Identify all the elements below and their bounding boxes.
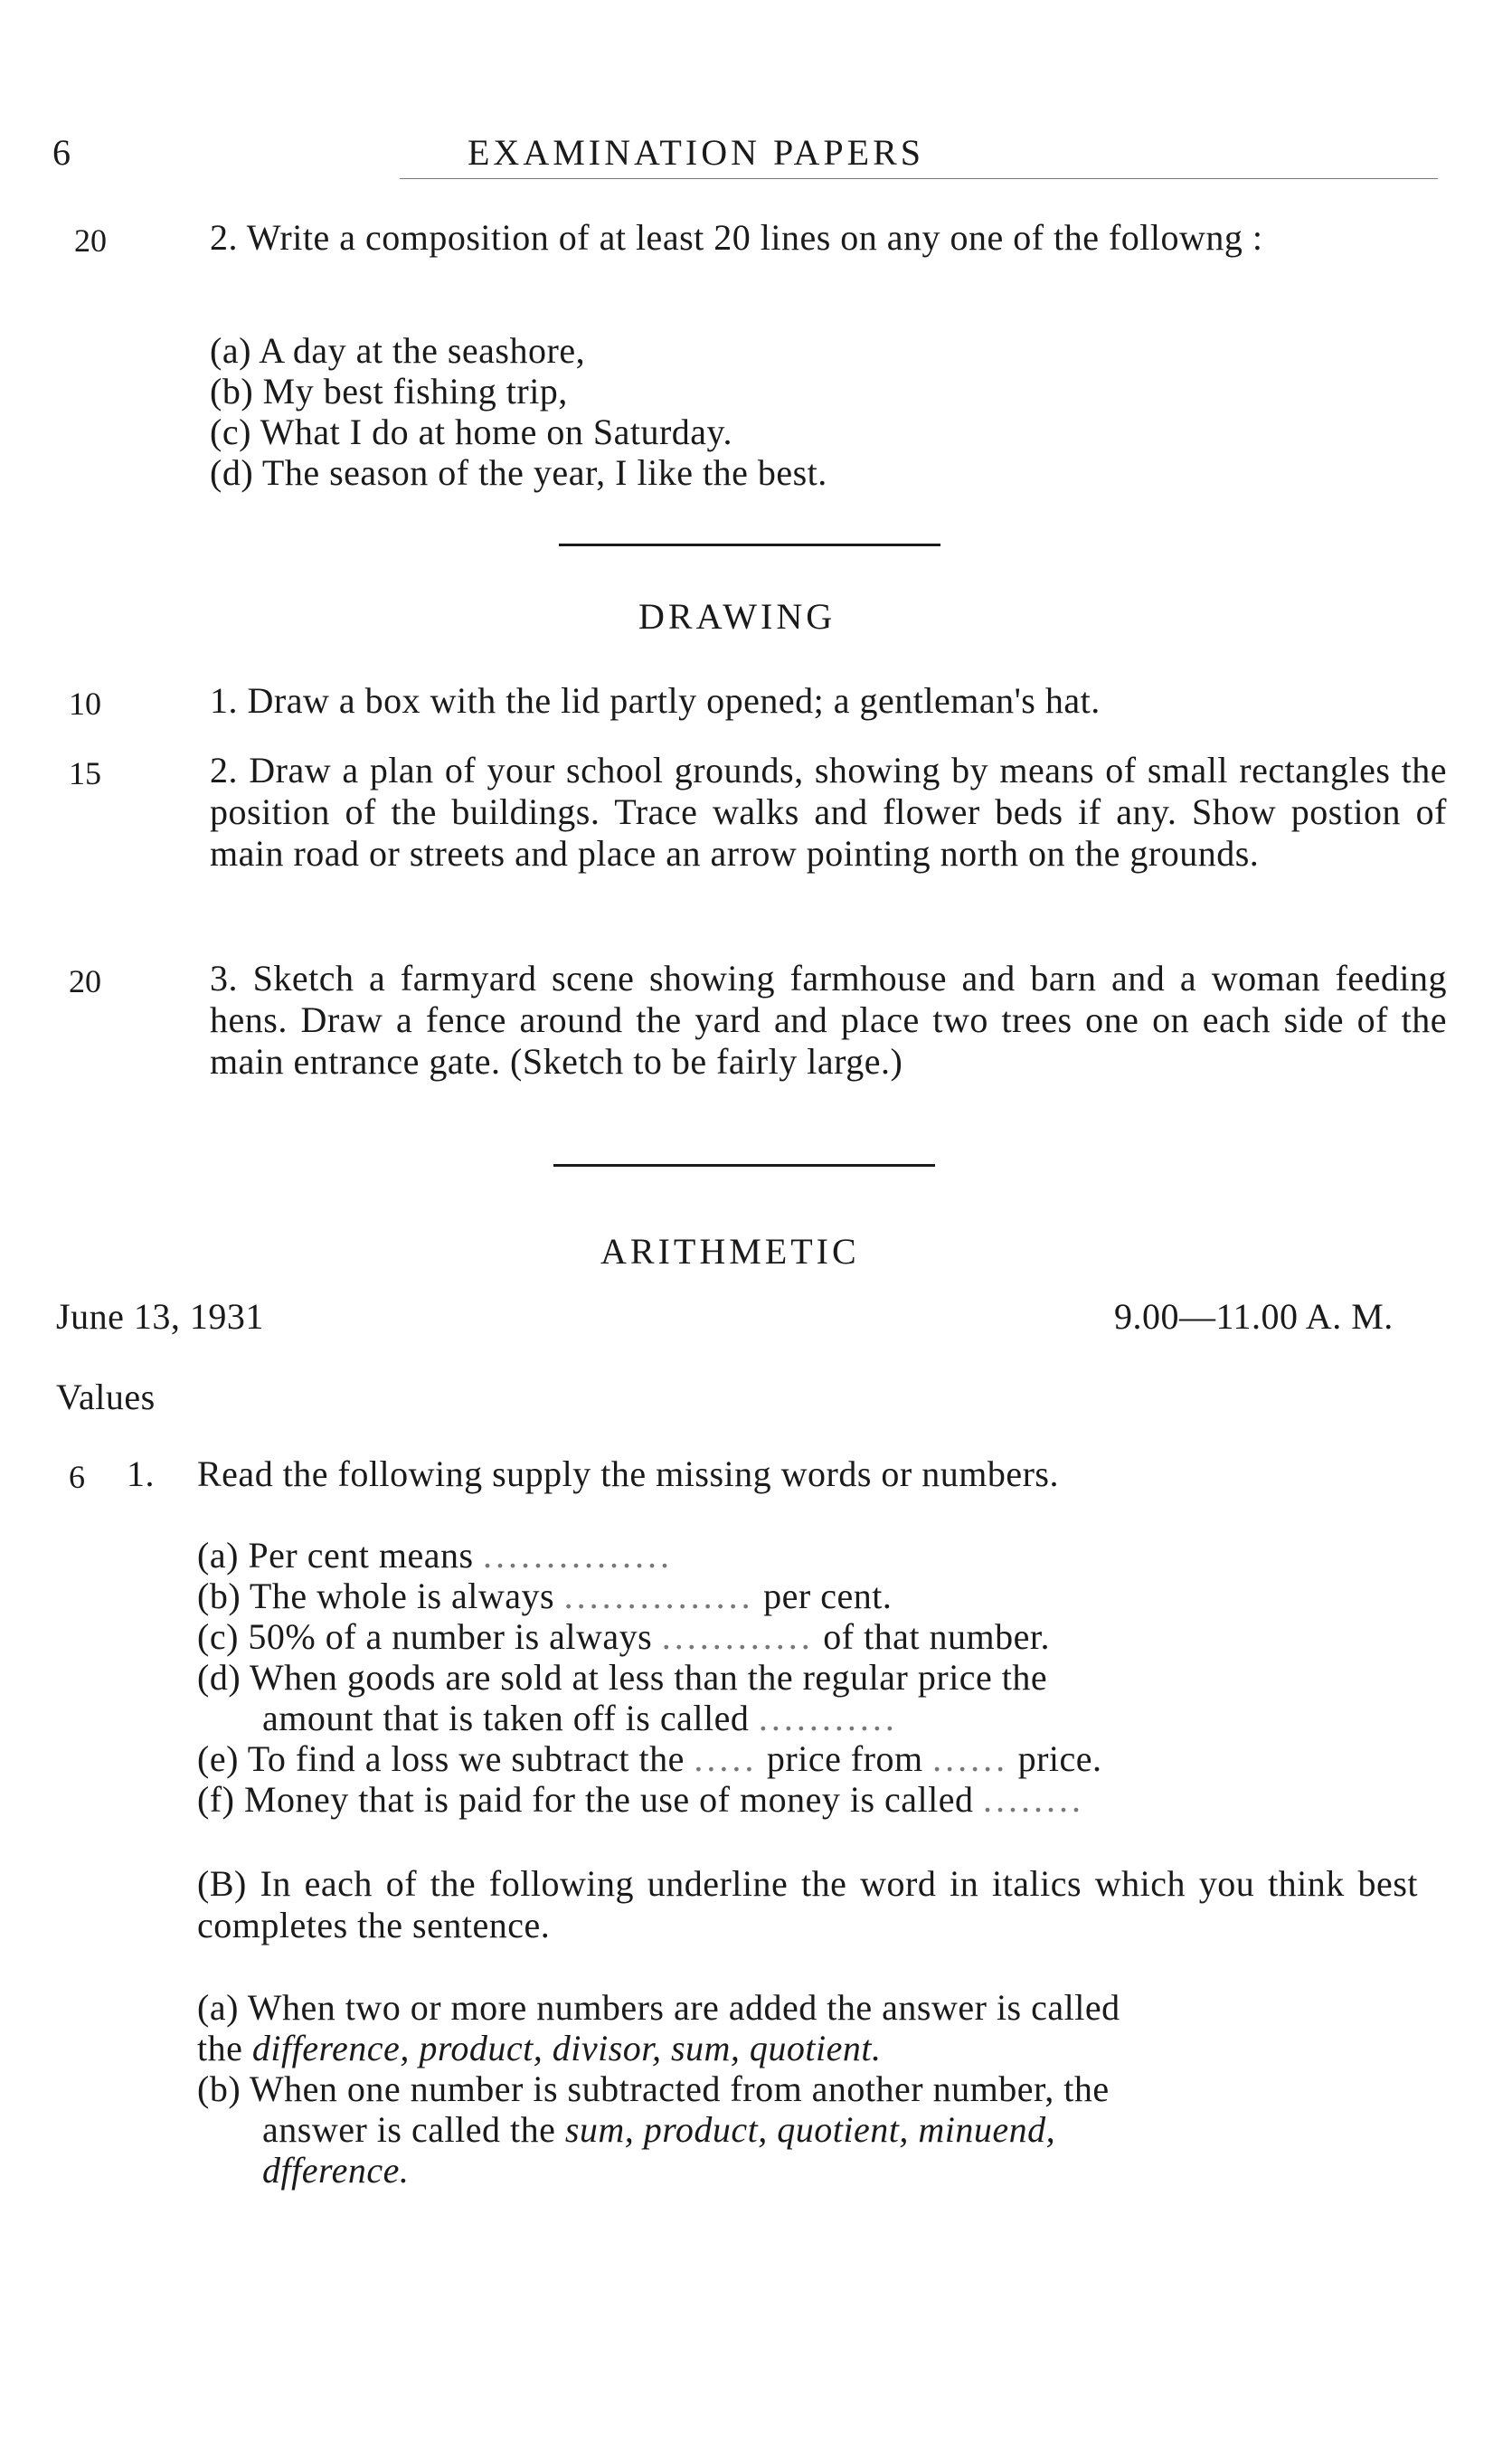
part-b-instructions: (B) In each of the following underline the word in italics which you think best completes the sentence. <box>197 1863 1418 1945</box>
part-b-item-b-continued-2 <box>262 2150 409 2191</box>
drawing-question-2: 2. Draw a plan of your school grounds, showing by means of small rectangles the position of the buildings. Trace walks and flower beds if any. Show postion of main road or streets and place an arrow pointing north on the grounds. <box>210 750 1447 874</box>
item-text: the <box>197 2028 243 2068</box>
item-d <box>197 1657 1047 1699</box>
item-b <box>197 1576 892 1617</box>
page-title: EXAMINATION PAPERS <box>468 132 925 173</box>
section-heading-arithmetic: ARITHMETIC <box>600 1231 860 1272</box>
item-c <box>197 1616 1050 1658</box>
question-value: 6 <box>69 1459 85 1495</box>
option-item: (a) A day at the seashore, <box>210 330 586 371</box>
item-text: When one number is subtracted from another number, the <box>249 2068 1110 2109</box>
item-d-continued <box>262 1698 898 1739</box>
item-text: per cent. <box>763 1576 893 1616</box>
page-number: 6 <box>52 132 74 173</box>
question-number: 1. <box>127 1453 155 1494</box>
question-value: 15 <box>69 755 101 791</box>
item-label: (a) <box>197 1535 239 1576</box>
item-label: (c) <box>197 1616 239 1657</box>
part-b-item-a <box>197 1987 1120 2029</box>
fill-blank: ........... <box>758 1698 898 1738</box>
part-b-item-a-continued <box>197 2028 882 2069</box>
item-text: Per cent means <box>248 1535 474 1576</box>
exam-time: 9.00—11.00 A. M. <box>1114 1296 1394 1337</box>
section-divider <box>559 544 940 546</box>
drawing-question-3: 3. Sketch a farmyard scene showing farmhouse and barn and a woman feeding hens. Draw a fence around the yard and place two trees one on each side of the main entrance gate. (Sketch to be fairly large.) <box>210 958 1447 1082</box>
item-text: amount that is taken off is called <box>262 1698 750 1738</box>
fill-blank: ............... <box>483 1535 674 1576</box>
item-text: answer is called the <box>262 2109 556 2150</box>
item-text: of that number. <box>823 1616 1051 1657</box>
part-b-item-b-continued <box>262 2109 1055 2151</box>
composition-question: 2. Write a composition of at least 20 lines on any one of the followng : <box>210 217 1263 258</box>
part-b-item-b <box>197 2068 1110 2110</box>
fill-blank: ............ <box>661 1616 814 1657</box>
item-label: (a) <box>197 1987 239 2028</box>
arithmetic-question-1: Read the following supply the missing words or numbers. <box>197 1453 1059 1494</box>
fill-blank: ..... <box>694 1738 758 1779</box>
header-rule <box>400 178 1438 179</box>
section-heading-drawing: DRAWING <box>638 596 836 637</box>
question-value: 20 <box>69 963 101 999</box>
fill-blank: ........ <box>983 1779 1084 1820</box>
item-label: (b) <box>197 2068 241 2109</box>
item-label: (b) <box>197 1576 241 1616</box>
italic-choices: sum, product, quotient, minuend, <box>564 2109 1056 2150</box>
item-e <box>197 1738 1102 1780</box>
item-text: 50% of a number is always <box>248 1616 653 1657</box>
item-text: Money that is paid for the use of money is called <box>243 1779 974 1820</box>
exam-date: June 13, 1931 <box>56 1296 264 1337</box>
item-text: When goods are sold at less than the regular price the <box>249 1657 1048 1698</box>
values-label: Values <box>56 1377 156 1417</box>
option-item: (b) My best fishing trip, <box>210 371 568 412</box>
item-f <box>197 1779 1084 1821</box>
option-item: (c) What I do at home on Saturday. <box>210 412 732 452</box>
section-divider <box>553 1164 935 1167</box>
fill-blank: ............... <box>563 1576 754 1616</box>
question-value: 10 <box>69 686 101 722</box>
question-value: 20 <box>74 222 107 259</box>
item-label: (f) <box>197 1779 235 1820</box>
item-a <box>197 1535 673 1576</box>
item-label: (d) <box>197 1657 241 1698</box>
item-text: To find a loss we subtract the <box>247 1738 685 1779</box>
item-label: (e) <box>197 1738 239 1779</box>
item-text: price from <box>766 1738 923 1779</box>
option-item: (d) The season of the year, I like the best. <box>210 452 827 493</box>
italic-choices: difference, product, divisor, sum, quotient. <box>251 2028 882 2068</box>
item-text: When two or more numbers are added the answer is called <box>247 1987 1120 2028</box>
fill-blank: ...... <box>932 1738 1009 1779</box>
drawing-question-1: 1. Draw a box with the lid partly opened; a gentleman's hat. <box>210 680 1101 721</box>
italic-choices: dfference. <box>262 2150 410 2191</box>
item-text: The whole is always <box>249 1576 555 1616</box>
item-text: price. <box>1017 1738 1102 1779</box>
